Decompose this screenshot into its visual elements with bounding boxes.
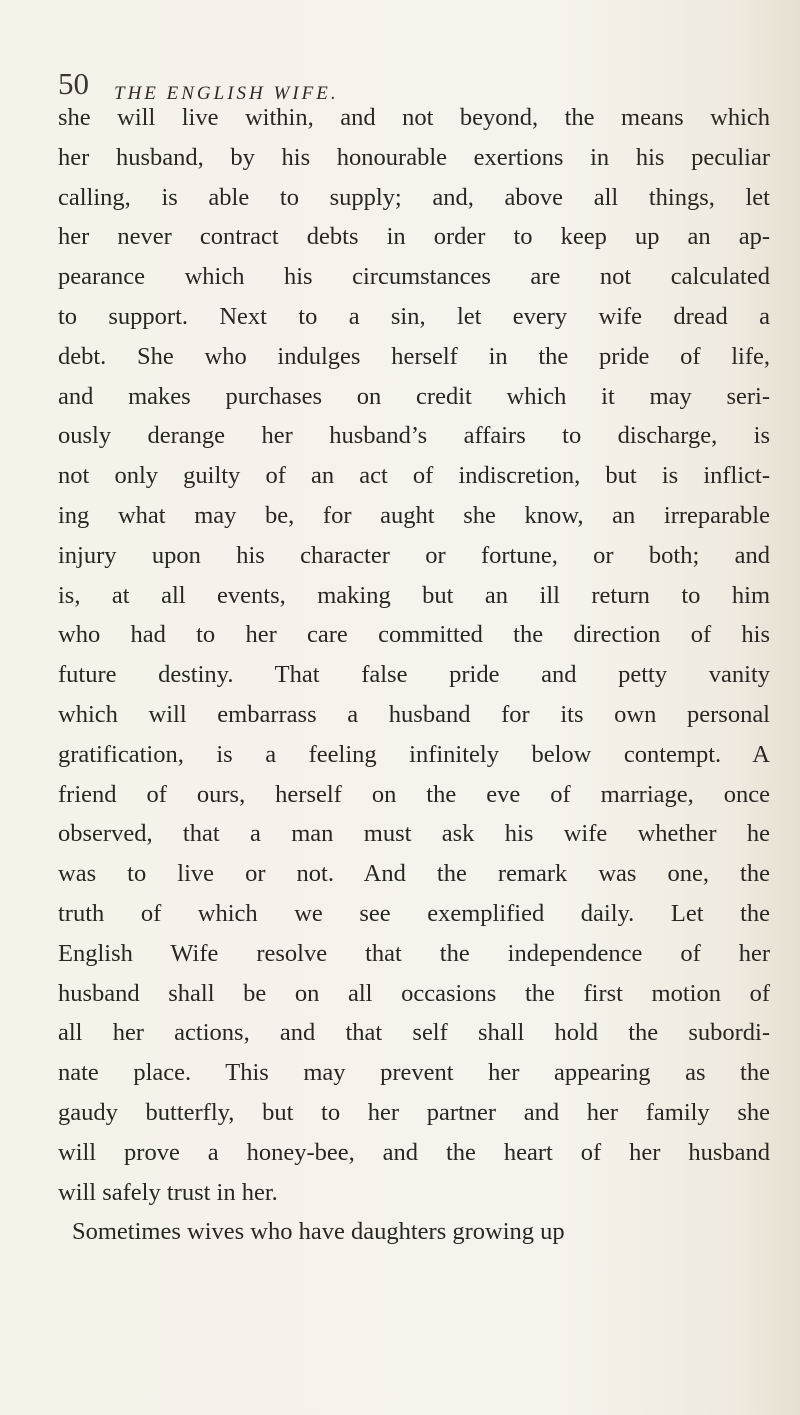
text-line: to support. Next to a sin, let every wife dread a <box>58 302 770 330</box>
text-line: nate place. This may prevent her appearing as the <box>58 1059 770 1087</box>
text-line-paragraph-start: Sometimes wives who have daughters growing up <box>72 1218 565 1246</box>
text-line: who had to her care committed the direction of his <box>58 621 770 649</box>
text-line: and makes purchases on credit which it may seri- <box>58 382 770 410</box>
text-line: was to live or not. And the remark was one, the <box>58 860 770 888</box>
text-line: calling, is able to supply; and, above all things, let <box>58 183 770 211</box>
text-line: gratification, is a feeling infinitely below contempt. A <box>58 740 770 768</box>
text-line: English Wife resolve that the independence of her <box>58 939 770 967</box>
text-line: gaudy butterfly, but to her partner and her family she <box>58 1098 770 1126</box>
text-line: ously derange her husband’s affairs to discharge, is <box>58 422 770 450</box>
text-line: which will embarrass a husband for its own personal <box>58 700 770 728</box>
body-text <box>58 98 770 1252</box>
text-line: she will live within, and not beyond, the means which <box>58 104 770 131</box>
text-line: husband shall be on all occasions the first motion of <box>58 979 770 1007</box>
running-title: THE ENGLISH WIFE. <box>114 83 339 104</box>
text-line: all her actions, and that self shall hold the subordi- <box>58 1019 770 1047</box>
text-line: is, at all events, making but an ill return to him <box>58 581 770 609</box>
text-line-paragraph-end: will safely trust in her. <box>58 1178 278 1206</box>
text-line: debt. She who indulges herself in the pride of life, <box>58 342 770 370</box>
text-line: observed, that a man must ask his wife whether he <box>58 820 770 848</box>
text-line: friend of ours, herself on the eve of marriage, once <box>58 780 770 808</box>
text-line: ing what may be, for aught she know, an irreparable <box>58 501 770 529</box>
text-line: will prove a honey-bee, and the heart of her husband <box>58 1138 770 1166</box>
text-line: injury upon his character or fortune, or both; and <box>58 541 770 569</box>
text-line: pearance which his circumstances are not calculated <box>58 263 770 291</box>
text-line: her husband, by his honourable exertions in his peculiar <box>58 143 770 171</box>
text-line: truth of which we see exemplified daily. Let the <box>58 899 770 927</box>
text-line: future destiny. That false pride and petty vanity <box>58 661 770 689</box>
text-line: not only guilty of an act of indiscretion, but is inflict- <box>58 462 770 490</box>
text-line: her never contract debts in order to keep up an ap- <box>58 223 770 251</box>
page-number: 50 <box>58 66 89 101</box>
